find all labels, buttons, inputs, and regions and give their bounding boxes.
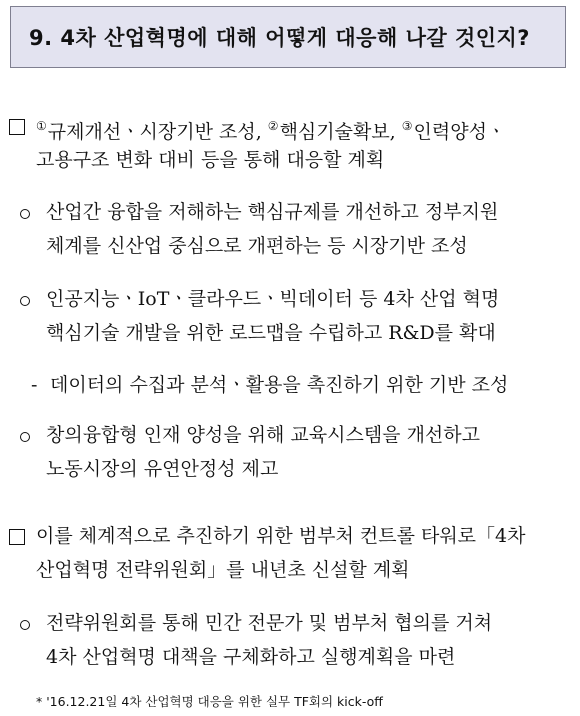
circle-bullet-icon bbox=[20, 296, 30, 306]
bullet-1-line-2: 체계를 신산업 중심으로 개편하는 등 시장기반 조성 bbox=[46, 235, 468, 257]
bullet-1-line-1: 산업간 융합을 저해하는 핵심규제를 개선하고 정부지원 bbox=[46, 201, 499, 223]
section-2-bullet-line-1: 전략위원회를 통해 민간 전문가 및 범부처 협의를 거쳐 bbox=[46, 612, 493, 634]
section-1-part-2: 핵심기술확보, bbox=[279, 121, 396, 143]
bullet-3-line-2: 노동시장의 유연안정성 제고 bbox=[46, 458, 279, 480]
dash-bullet-icon: - bbox=[31, 374, 38, 396]
section-1-line-1 bbox=[36, 112, 506, 143]
dash-item: 데이터의 수집과 분석ㆍ활용을 촉진하기 위한 기반 조성 bbox=[50, 374, 509, 396]
square-bullet-icon bbox=[9, 529, 25, 545]
square-bullet-icon bbox=[9, 119, 25, 135]
footnote: * '16.12.21일 4차 산업혁명 대응을 위한 실무 TF회의 kick-off bbox=[36, 694, 383, 709]
page-title: 9. 4차 산업혁명에 대해 어떻게 대응해 나갈 것인지? bbox=[29, 26, 530, 50]
circle-bullet-icon bbox=[20, 620, 30, 630]
title-box bbox=[10, 6, 566, 68]
circled-number-3: ③ bbox=[401, 119, 413, 133]
section-1-part-1: 규제개선ㆍ시장기반 조성, bbox=[47, 121, 262, 143]
section-2-line-2: 산업혁명 전략위원회」를 내년초 신설할 계획 bbox=[36, 559, 410, 581]
circle-bullet-icon bbox=[20, 432, 30, 442]
bullet-3-line-1: 창의융합형 인재 양성을 위해 교육시스템을 개선하고 bbox=[46, 424, 480, 446]
circled-number-2: ② bbox=[267, 119, 279, 133]
bullet-2-line-2: 핵심기술 개발을 위한 로드맵을 수립하고 R&D를 확대 bbox=[46, 322, 496, 344]
circled-number-1: ① bbox=[36, 119, 47, 133]
section-2-line-1: 이를 체계적으로 추진하기 위한 범부처 컨트롤 타워로「4차 bbox=[36, 525, 526, 547]
circle-bullet-icon bbox=[20, 209, 30, 219]
section-2-bullet-line-2: 4차 산업혁명 대책을 구체화하고 실행계획을 마련 bbox=[46, 646, 456, 668]
section-1-line-2: 고용구조 변화 대비 등을 통해 대응할 계획 bbox=[36, 149, 385, 171]
bullet-2-line-1: 인공지능ㆍIoTㆍ클라우드ㆍ빅데이터 등 4차 산업 혁명 bbox=[46, 288, 500, 310]
section-1-part-3: 인력양성ㆍ bbox=[413, 121, 506, 143]
